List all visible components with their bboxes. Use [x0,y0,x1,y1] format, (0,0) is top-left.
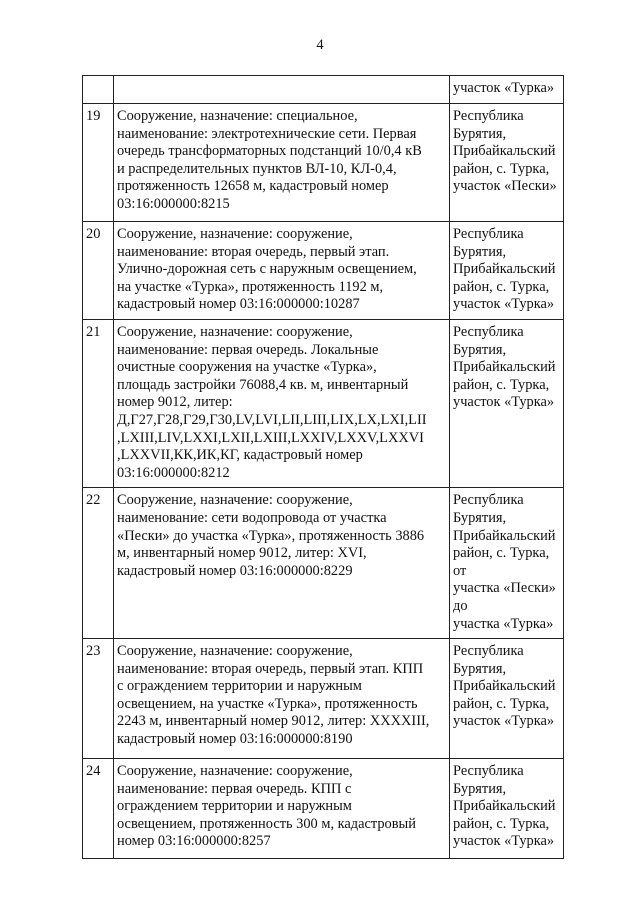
row-description: Сооружение, назначение: сооружение, наименование: первая очередь. Локальные очистные сооружения на участке «Турка», площадь застройки 76088,4 кв. м, инвентарный номер 9012, литер: Д,Г27,Г28,Г29,Г30,LV,LVI,LII,LIII,LIX,LX,LXI,LII ,LXIII,LIV,LXXI,LXII,LXIII,LXXIV,LXXV,LXXVI ,LXXVII,КК,ИК,КГ, кадастровый номер 03:16:000000:8212 [114,320,450,488]
row-description: Сооружение, назначение: сооружение, наименование: вторая очередь, первый этап. КПП с ограждением территории и наружным освещением, на участке «Турка», протяженность 2243 м, инвентарный номер 9012, литер: ХХХХIII, кадастровый номер 03:16:000000:8190 [114,639,450,759]
row-number [83,76,114,104]
row-number: 21 [83,320,114,488]
row-location: Республика Бурятия, Прибайкальский район, с. Турка, участок «Турка» [450,222,564,320]
row-description: Сооружение, назначение: сооружение, наименование: сети водопровода от участка «Пески» до участка «Турка», протяженность 3886 м, инвентарный номер 9012, литер: XVI, кадастровый номер 03:16:000000:8229 [114,488,450,639]
table-row [83,104,564,222]
row-location: участок «Турка» [450,76,564,104]
row-number: 23 [83,639,114,759]
row-number: 22 [83,488,114,639]
row-description: Сооружение, назначение: сооружение, наименование: первая очередь. КПП с ограждением территории и наружным освещением, протяженность 300 м, кадастровый номер 03:16:000000:8257 [114,759,450,859]
row-location: Республика Бурятия, Прибайкальский район, с. Турка, участок «Пески» [450,104,564,222]
row-location: Республика Бурятия, Прибайкальский район, с. Турка, участок «Турка» [450,639,564,759]
row-number: 20 [83,222,114,320]
page-number: 4 [316,37,324,53]
table-row [83,759,564,859]
table-row [83,222,564,320]
row-location: Республика Бурятия, Прибайкальский район, с. Турка, участок «Турка» [450,759,564,859]
row-description: Сооружение, назначение: сооружение, наименование: вторая очередь, первый этап. Улично-дорожная сеть с наружным освещением, на участке «Турка», протяженность 1192 м, кадастровый номер 03:16:000000:10287 [114,222,450,320]
property-table [82,75,564,859]
row-number: 19 [83,104,114,222]
row-number: 24 [83,759,114,859]
table-row [83,488,564,639]
row-description [114,76,450,104]
row-location: Республика Бурятия, Прибайкальский район, с. Турка, от участка «Пески» до участка «Турка» [450,488,564,639]
table-row [83,320,564,488]
table-row [83,639,564,759]
row-location: Республика Бурятия, Прибайкальский район, с. Турка, участок «Турка» [450,320,564,488]
row-description: Сооружение, назначение: специальное, наименование: электротехнические сети. Первая очередь трансформаторных подстанций 10/0,4 кВ и распределительных пунктов ВЛ-10, КЛ-0,4, протяженность 12658 м, кадастровый номер 03:16:000000:8215 [114,104,450,222]
table-row [83,76,564,104]
